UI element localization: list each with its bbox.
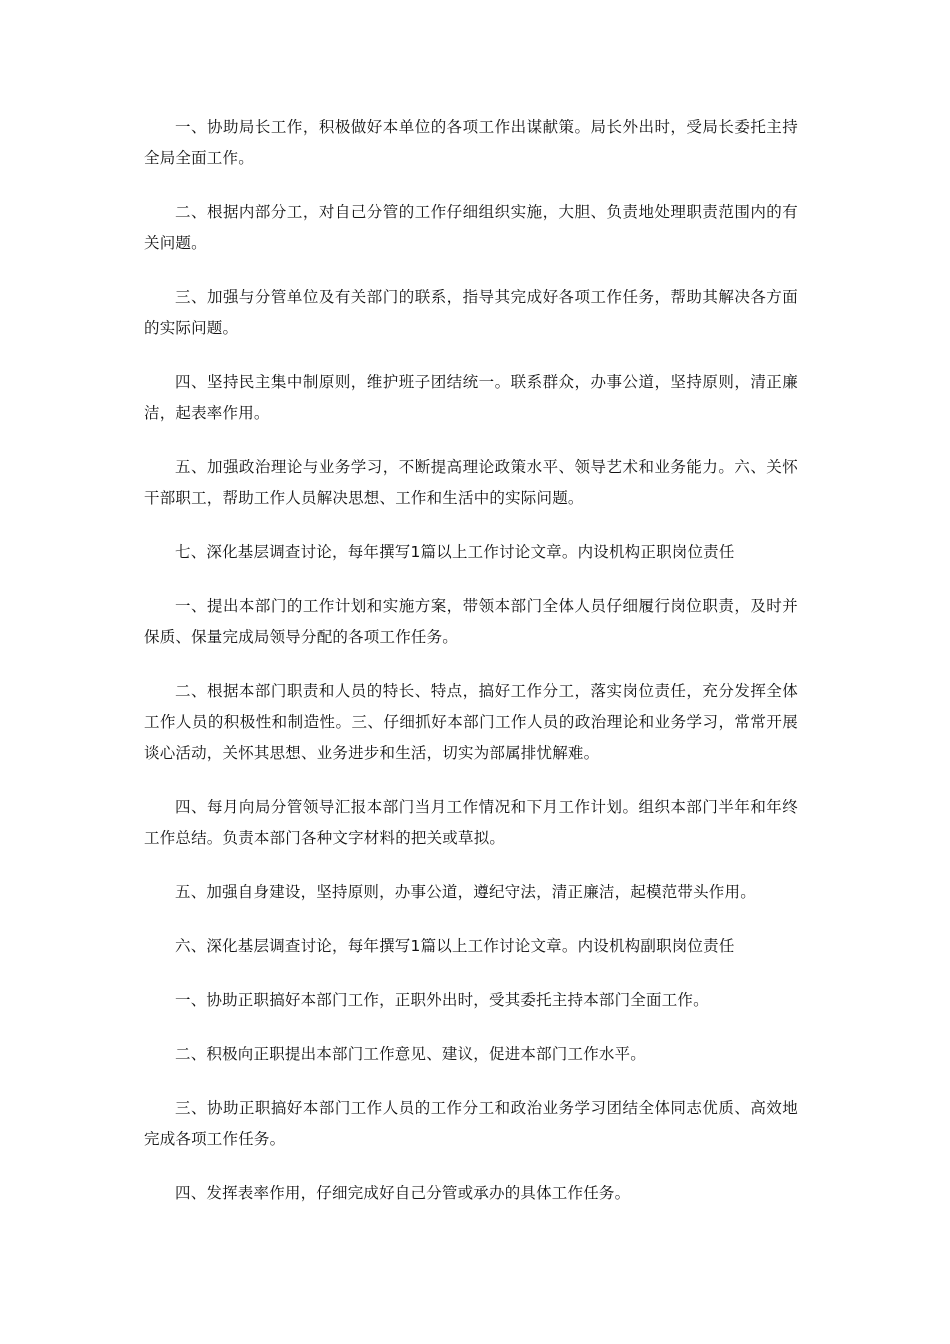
- paragraph-14: 三、协助正职搞好本部门工作人员的工作分工和政治业务学习团结全体同志优质、高效地完成各项工作任务。: [144, 1099, 798, 1148]
- paragraph-9: 四、每月向局分管领导汇报本部门当月工作情况和下月工作计划。组织本部门半年和年终工作总结。负责本部门各种文字材料的把关或草拟。: [144, 798, 798, 847]
- paragraph-12: 一、协助正职搞好本部门工作，正职外出时，受其委托主持本部门全面工作。: [175, 991, 709, 1009]
- paragraph-8: 二、根据本部门职责和人员的特长、特点，搞好工作分工，落实岗位责任，充分发挥全体工作人员的积极性和制造性。三、仔细抓好本部门工作人员的政治理论和业务学习，常常开展谈心活动，关怀其思想、业务进步和生活，切实为部属排忧解难。: [144, 682, 798, 762]
- paragraph-6: 七、深化基层调查讨论，每年撰写1篇以上工作讨论文章。内设机构正职岗位责任: [175, 543, 735, 561]
- paragraph-10: 五、加强自身建设，坚持原则，办事公道，遵纪守法，清正廉洁，起模范带头作用。: [175, 883, 756, 901]
- paragraph-3: 三、加强与分管单位及有关部门的联系，指导其完成好各项工作任务，帮助其解决各方面的实际问题。: [144, 288, 798, 337]
- paragraph-5: 五、加强政治理论与业务学习，不断提高理论政策水平、领导艺术和业务能力。六、关怀干部职工，帮助工作人员解决思想、工作和生活中的实际问题。: [144, 458, 798, 507]
- paragraph-15: 四、发挥表率作用，仔细完成好自己分管或承办的具体工作任务。: [175, 1184, 631, 1202]
- paragraph-2: 二、根据内部分工，对自己分管的工作仔细组织实施，大胆、负责地处理职责范围内的有关问题。: [144, 203, 798, 252]
- paragraph-1: 一、协助局长工作，积极做好本单位的各项工作出谋献策。局长外出时，受局长委托主持全局全面工作。: [144, 118, 798, 167]
- paragraph-4: 四、坚持民主集中制原则，维护班子团结统一。联系群众，办事公道，坚持原则，清正廉洁，起表率作用。: [144, 373, 798, 422]
- document-body: [144, 112, 798, 1232]
- paragraph-7: 一、提出本部门的工作计划和实施方案，带领本部门全体人员仔细履行岗位职责，及时并保质、保量完成局领导分配的各项工作任务。: [144, 597, 798, 646]
- paragraph-11: 六、深化基层调查讨论，每年撰写1篇以上工作讨论文章。内设机构副职岗位责任: [175, 937, 735, 955]
- paragraph-13: 二、积极向正职提出本部门工作意见、建议，促进本部门工作水平。: [175, 1045, 647, 1063]
